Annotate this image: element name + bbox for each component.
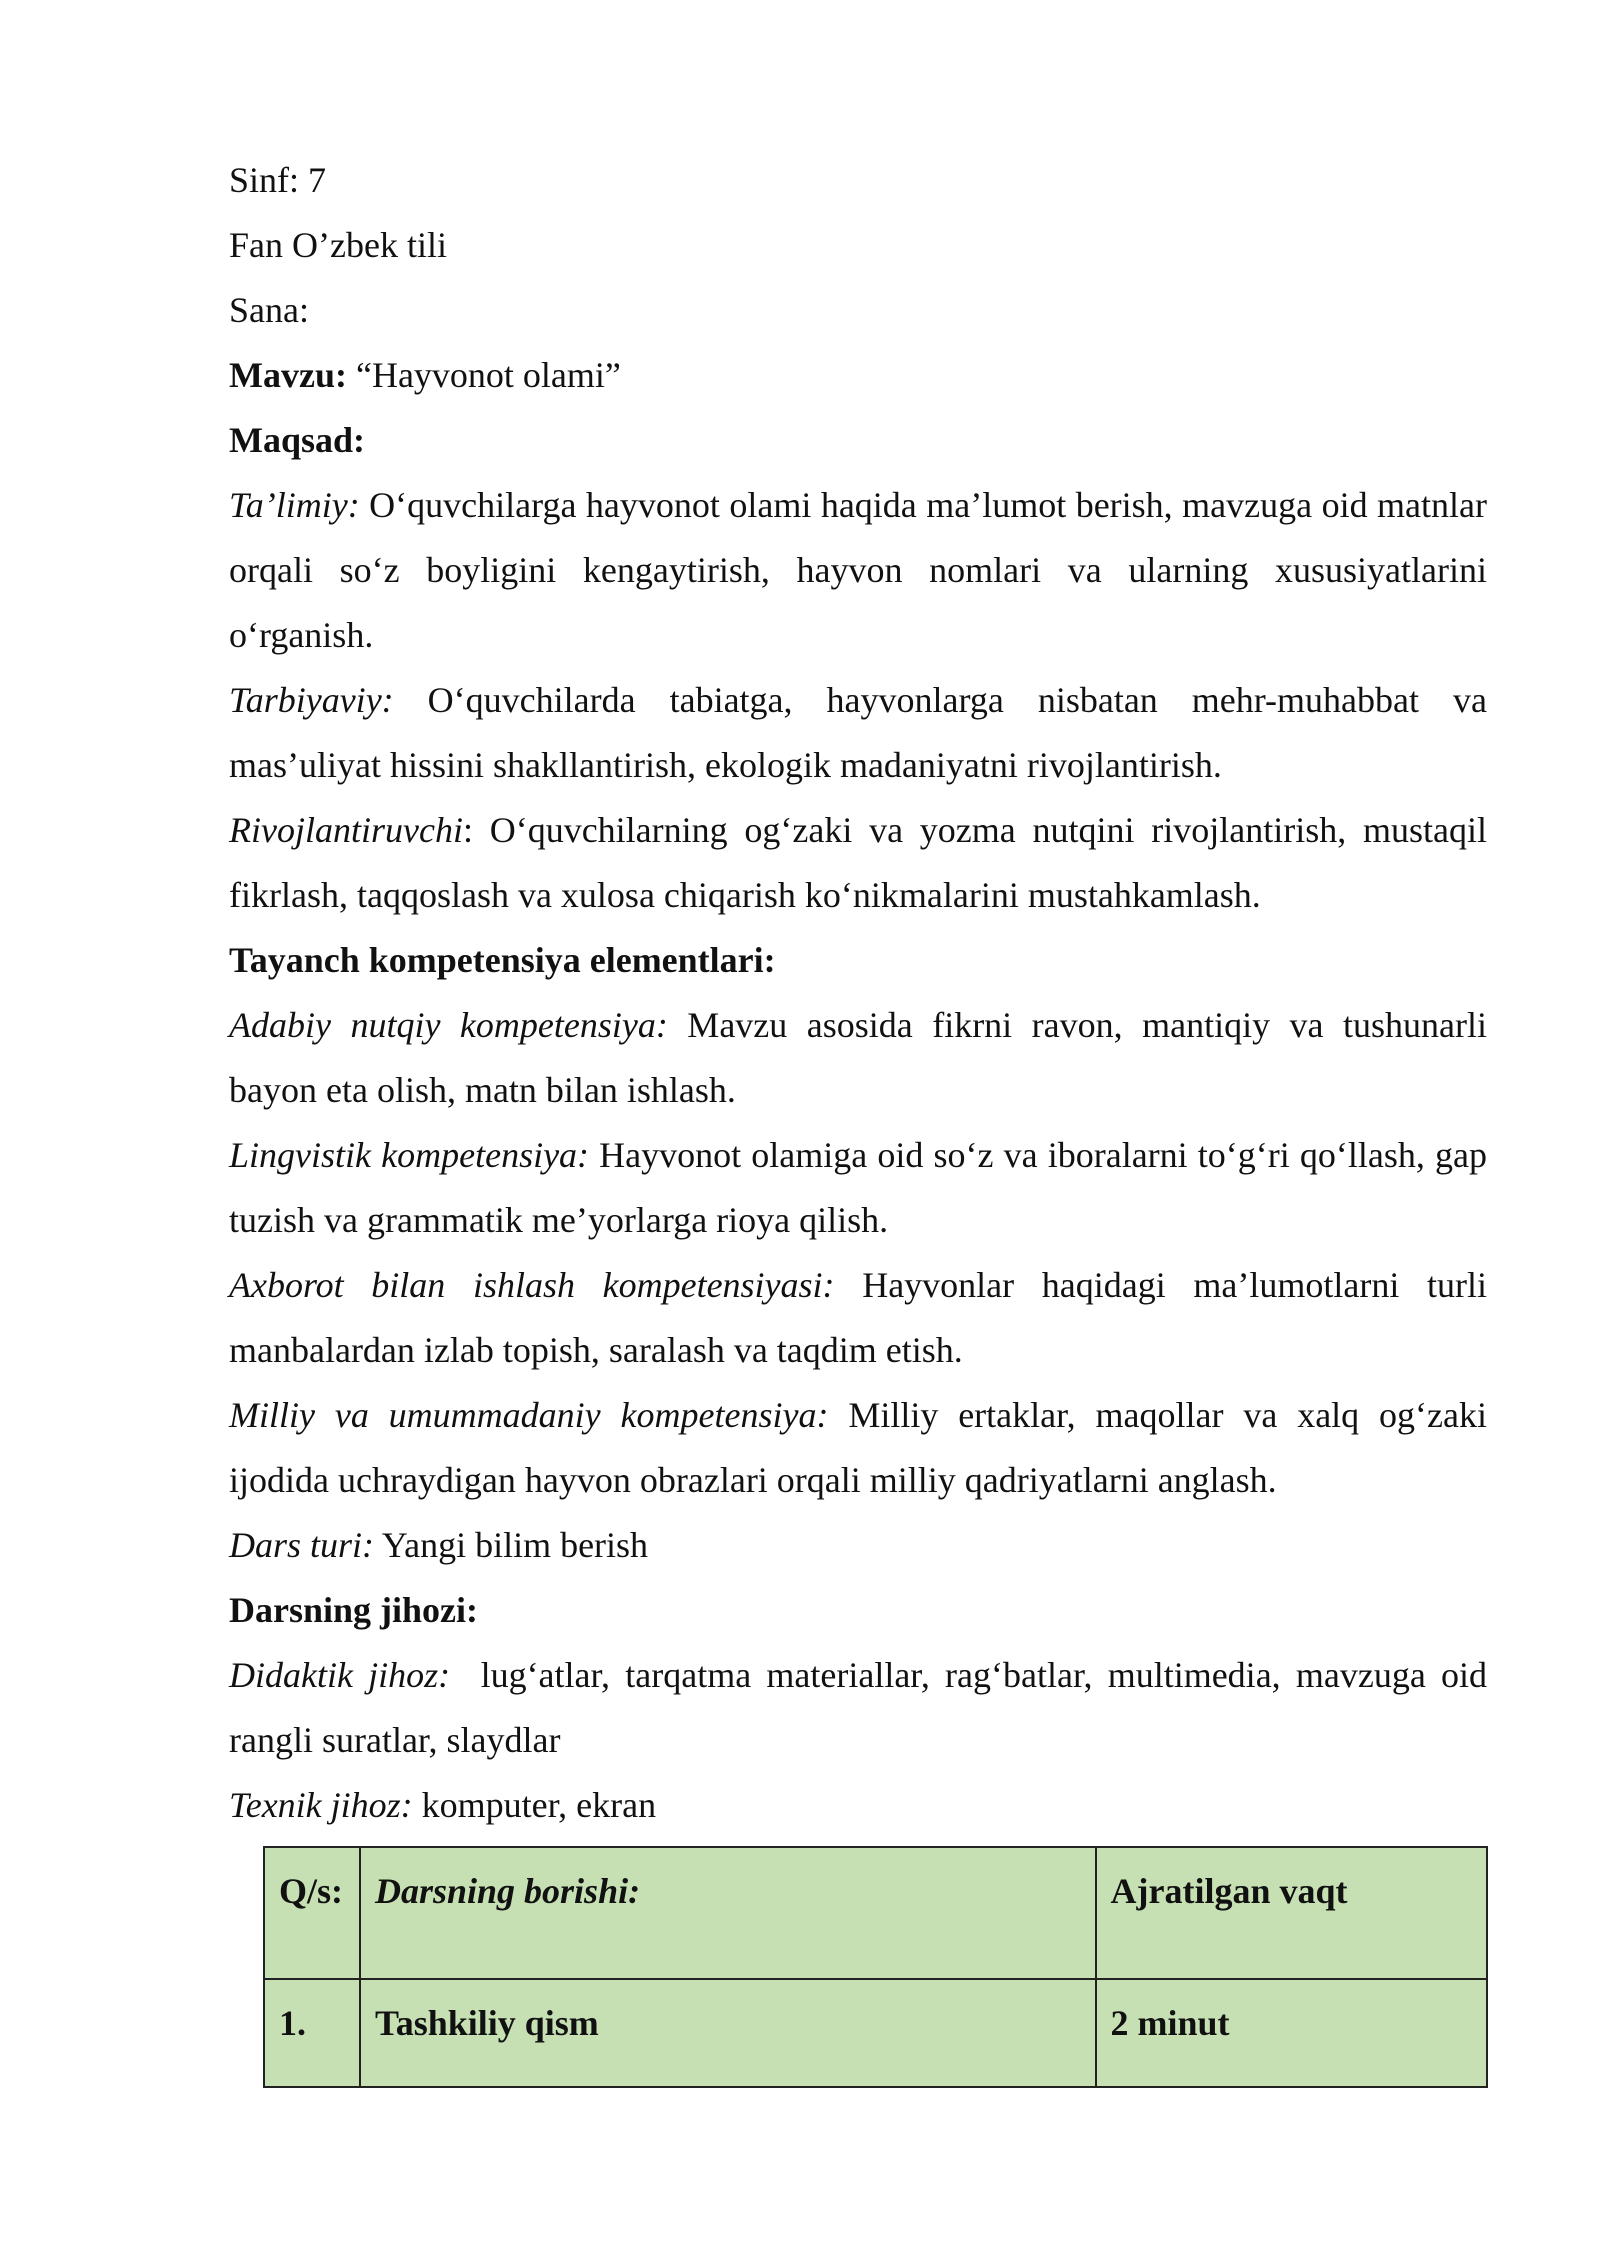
goal-text: : O‘quvchilarning og‘zaki va yozma nutqini rivojlantirish, mustaqil fikrlash, taqqoslash va xulosa chiqarish ko‘nikmalarini mustahkamlash. bbox=[229, 810, 1487, 915]
equipment-heading: Darsning jihozi: bbox=[229, 1590, 479, 1630]
equipment-text: komputer, ekran bbox=[412, 1785, 657, 1825]
competency-information bbox=[229, 1253, 1487, 1383]
equipment-label: Didaktik jihoz: bbox=[229, 1655, 451, 1695]
header-cell-time: Ajratilgan vaqt bbox=[1096, 1847, 1488, 1979]
goal-developmental bbox=[229, 798, 1487, 928]
competency-text: Hayvonlar haqidagi ma’lumotlarni turli manbalardan izlab topish, saralash va taqdim etish. bbox=[229, 1265, 1487, 1370]
equipment-didactic bbox=[229, 1643, 1496, 1773]
row-cell-stage: Tashkiliy qism bbox=[360, 1979, 1096, 2087]
goal-upbringing bbox=[229, 668, 1487, 798]
topic-line bbox=[229, 343, 1487, 408]
goal-label: Rivojlantiruvchi bbox=[229, 810, 463, 850]
competency-label: Milliy va umummadaniy kompetensiya: bbox=[229, 1395, 829, 1435]
goal-text: O‘quvchilarga hayvonot olami haqida ma’lumot berish, mavzuga oid matnlar orqali so‘z boyligini kengaytirish, hayvon nomlari va ularning xususiyatlarini o‘rganish. bbox=[229, 485, 1487, 655]
competency-text: Mavzu asosida fikrni ravon, mantiqiy va tushunarli bayon eta olish, matn bilan ishlash. bbox=[229, 1005, 1487, 1110]
competency-national bbox=[229, 1383, 1487, 1513]
competency-text: Hayvonot olamiga oid so‘z va iboralarni to‘g‘ri qo‘llash, gap tuzish va grammatik me’yorlarga rioya qilish. bbox=[229, 1135, 1487, 1240]
competency-label: Lingvistik kompetensiya: bbox=[229, 1135, 590, 1175]
goal-educational bbox=[229, 473, 1487, 668]
competency-label: Axborot bilan ishlash kompetensiyasi: bbox=[229, 1265, 835, 1305]
competency-label: Adabiy nutqiy kompetensiya: bbox=[229, 1005, 668, 1045]
date-line: Sana: bbox=[229, 290, 309, 330]
subject-line: Fan O’zbek tili bbox=[229, 225, 447, 265]
header-cell-progress: Darsning borishi: bbox=[360, 1847, 1096, 1979]
competency-linguistic bbox=[229, 1123, 1487, 1253]
row-cell-time: 2 minut bbox=[1096, 1979, 1488, 2087]
competency-text: Milliy ertaklar, maqollar va xalq og‘zaki ijodida uchraydigan hayvon obrazlari orqali milliy qadriyatlarni anglash. bbox=[229, 1395, 1488, 1500]
goal-label: Tarbiyaviy: bbox=[229, 680, 394, 720]
lesson-flow-table bbox=[263, 1846, 1488, 2088]
lesson-type-value: Yangi bilim berish bbox=[374, 1525, 649, 1565]
goal-heading: Maqsad: bbox=[229, 420, 366, 460]
equipment-text: lug‘atlar, tarqatma materiallar, rag‘batlar, multimedia, mavzuga oid rangli suratlar, slaydlar bbox=[229, 1655, 1496, 1760]
row-cell-number: 1. bbox=[264, 1979, 360, 2087]
table-row bbox=[264, 1979, 1487, 2087]
lesson-type-label: Dars turi: bbox=[229, 1525, 375, 1565]
competency-literary bbox=[229, 993, 1487, 1123]
header-cell-number: Q/s: bbox=[264, 1847, 360, 1979]
grade-line: Sinf: 7 bbox=[229, 160, 327, 200]
goal-text: O‘quvchilarda tabiatga, hayvonlarga nisbatan mehr-muhabbat va mas’uliyat hissini shakllantirish, ekologik madaniyatni rivojlantirish. bbox=[229, 680, 1487, 785]
lesson-plan-document bbox=[229, 148, 1496, 1838]
goal-label: Ta’limiy: bbox=[229, 485, 360, 525]
equipment-technical bbox=[229, 1773, 1487, 1838]
topic-value: “Hayvonot olami” bbox=[346, 355, 621, 395]
equipment-label: Texnik jihoz: bbox=[229, 1785, 413, 1825]
lesson-type bbox=[229, 1513, 1487, 1578]
competencies-heading: Tayanch kompetensiya elementlari: bbox=[229, 940, 776, 980]
table-header-row bbox=[264, 1847, 1487, 1979]
topic-label: Mavzu: bbox=[229, 355, 347, 395]
